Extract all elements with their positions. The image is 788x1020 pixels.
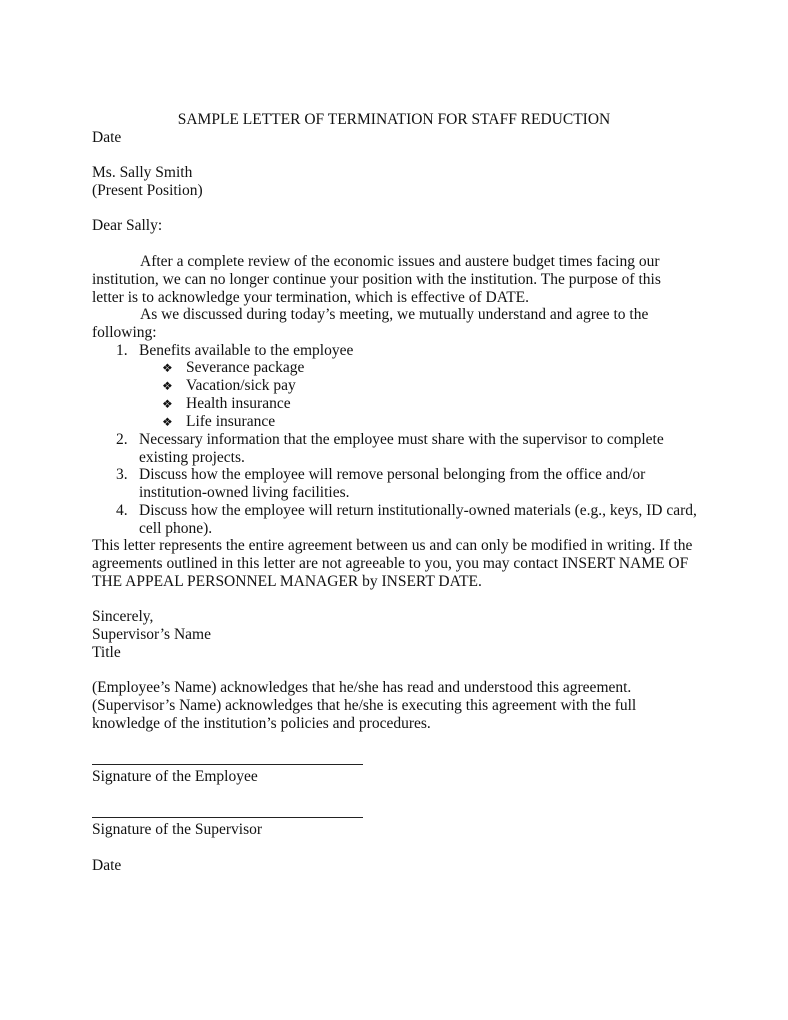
paragraph-line: This letter represents the entire agreement between us and can only be modified in writing. If the: [92, 537, 693, 554]
list-item: institution-owned living facilities.: [139, 484, 350, 501]
employee-signature-line: [92, 764, 363, 765]
bullet-item: Health insurance: [186, 395, 291, 412]
list-item: Discuss how the employee will remove personal belonging from the office and/or: [139, 466, 646, 483]
bullet-item: Severance package: [186, 359, 305, 376]
acknowledgement-line: (Supervisor’s Name) acknowledges that he/she is executing this agreement with the full: [92, 697, 637, 714]
list-item: Discuss how the employee will return institutionally-owned materials (e.g., keys, ID card,: [139, 502, 697, 519]
supervisor-signature-label: Signature of the Supervisor: [92, 821, 263, 838]
acknowledgement-line: knowledge of the institution’s policies and procedures.: [92, 715, 431, 732]
list-number: 3.: [116, 466, 128, 483]
list-number: 4.: [116, 502, 128, 519]
recipient-name: Ms. Sally Smith: [92, 164, 193, 181]
list-item: Necessary information that the employee must share with the supervisor to complete: [139, 431, 664, 448]
paragraph-line: agreements outlined in this letter are not agreeable to you, you may contact INSERT NAME OF: [92, 555, 689, 572]
employee-signature-label: Signature of the Employee: [92, 768, 258, 785]
letter-title: SAMPLE LETTER OF TERMINATION FOR STAFF REDUCTION: [177, 111, 611, 128]
acknowledgement-line: (Employee’s Name) acknowledges that he/she has read and understood this agreement.: [92, 679, 632, 696]
bullet-icon: ❖: [162, 397, 173, 411]
bullet-item: Vacation/sick pay: [186, 377, 296, 394]
paragraph-line: institution, we can no longer continue your position with the institution. The purpose of this: [92, 271, 661, 288]
bullet-icon: ❖: [162, 379, 173, 393]
paragraph-line: After a complete review of the economic issues and austere budget times facing our: [140, 253, 660, 270]
salutation: Dear Sally:: [92, 217, 163, 234]
paragraph-line: As we discussed during today’s meeting, we mutually understand and agree to the: [140, 306, 649, 323]
bullet-item: Life insurance: [186, 413, 276, 430]
list-item: cell phone).: [139, 520, 213, 537]
signature-date: Date: [92, 857, 122, 874]
list-number: 1.: [116, 342, 128, 359]
paragraph-line: THE APPEAL PERSONNEL MANAGER by INSERT DATE.: [92, 573, 482, 590]
recipient-position: (Present Position): [92, 182, 203, 199]
list-number: 2.: [116, 431, 128, 448]
paragraph-line: letter is to acknowledge your termination, which is effective of DATE.: [92, 289, 530, 306]
bullet-icon: ❖: [162, 415, 173, 429]
list-item: Benefits available to the employee: [139, 342, 354, 359]
date-line: Date: [92, 129, 122, 146]
paragraph-line: following:: [92, 324, 157, 341]
list-item: existing projects.: [139, 449, 245, 466]
supervisor-name: Supervisor’s Name: [92, 626, 211, 643]
closing: Sincerely,: [92, 608, 154, 625]
supervisor-title: Title: [92, 644, 121, 661]
bullet-icon: ❖: [162, 361, 173, 375]
supervisor-signature-line: [92, 817, 363, 818]
